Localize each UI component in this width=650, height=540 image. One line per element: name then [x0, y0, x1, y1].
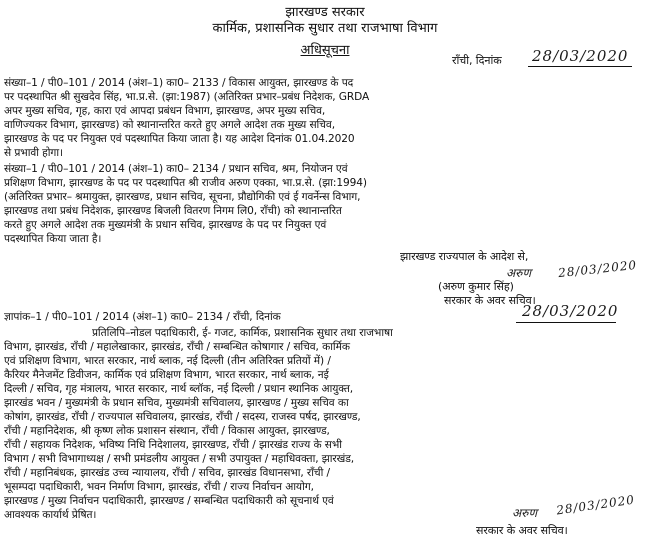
signatory-1-designation: सरकार के अवर सचिव।	[444, 294, 536, 307]
memo-line-13: झारखण्ड / मुख्य निर्वाचन पदाधिकारी, झारखण्ड / सम्बन्धित पदाधिकारी को सूचनार्थ एवं	[4, 495, 334, 507]
handwritten-date: 28/03/2020	[532, 47, 629, 65]
order-2-line-5: करते हुए अगले आदेश तक मुख्यमंत्री के प्रधान सचिव, झारखण्ड के पद पर नियुक्त एवं	[4, 219, 327, 231]
signatory-2-designation: सरकार के अवर सचिव।	[476, 524, 568, 537]
memo-line-2: विभाग, झारखंड, राँची / महालेखाकार, झारखंड, राँची / सम्बन्धित कोषागार / सचिव, कार्मिक	[4, 341, 350, 353]
order-1-line-4: वाणिज्यकर विभाग, झारखण्ड) को स्थानान्तरित करते हुए अगले आदेश तक मुख्य सचिव,	[4, 119, 335, 131]
order-2-line-3: (अतिरिक्त प्रभार– श्रमायुक्त, झारखण्ड, प्रधान सचिव, सूचना, प्रौद्योगिकी एवं ई गवर्नेन्स विभाग,	[4, 191, 361, 203]
memo-date-underline	[516, 322, 616, 323]
signature-1: अरुण	[506, 266, 532, 280]
govt-heading: झारखण्ड सरकार	[285, 5, 365, 20]
order-1-line-5: झारखण्ड के पद पर नियुक्त एवं पदस्थापित किया जाता है। यह आदेश दिनांक 01.04.2020	[4, 133, 355, 145]
order-2-line-2: प्रशिक्षण विभाग, झारखण्ड के पद पर पदस्थापित श्री राजीव अरुण एक्का, भा.प्र.से. (झा:1994)	[4, 177, 367, 189]
signature-2-date: 28/03/2020	[555, 492, 636, 518]
order-2-line-4: झारखण्ड तथा प्रबंध निदेशक, झारखण्ड बिजली वितरण निगम लि0, राँची) को स्थानान्तरित	[4, 205, 342, 217]
department-heading: कार्मिक, प्रशासनिक सुधार तथा राजभाषा विभाग	[212, 21, 438, 36]
memo-line-7: कोषांग, झारखंड, राँची / राज्यपाल सचिवालय, झारखंड, राँची / सदस्य, राजस्व पर्षद, झारखण्ड,	[4, 411, 361, 423]
place-date-label: राँची, दिनांक	[452, 54, 502, 67]
signature-2: अरुण	[512, 506, 538, 520]
governor-order: झारखण्ड राज्यपाल के आदेश से,	[400, 250, 529, 263]
memo-line-10: विभाग / सभी विभागाध्यक्ष / सभी प्रमंडलीय आयुक्त / सभी उपायुक्त / महाधिवक्ता, झारखंड,	[4, 453, 355, 465]
order-2-line-6: पदस्थापित किया जाता है।	[4, 233, 102, 245]
order-1-line-3: अपर मुख्य सचिव, गृह, कारा एवं आपदा प्रबंधन विभाग, झारखण्ड, अपर मुख्य सचिव,	[4, 105, 326, 117]
memo-line-6: झारखंड भवन / मुख्यमंत्री के प्रधान सचिव, मुख्यमंत्री सचिवालय, झारखण्ड / मुख्य सचिव का	[4, 397, 349, 409]
date-underline	[528, 66, 632, 67]
memo-line-14: आवश्यक कार्यार्थ प्रेषित।	[4, 509, 97, 521]
memo-number: ज्ञापांक–1 / पी0–101 / 2014 (अंश–1) का0– 2134 / राँची, दिनांक	[4, 311, 281, 323]
memo-line-3: एवं प्रशिक्षण विभाग, भारत सरकार, नार्थ ब्लाक, नई दिल्ली (तीन अतिरिक्त प्रतियों में) /	[4, 355, 331, 367]
signatory-1-name: (अरुण कुमार सिंह)	[438, 280, 514, 293]
memo-line-11: राँची / महानिबंधक, झारखंड उच्च न्यायालय, राँची / सचिव, झारखंड विधानसभा, राँची /	[4, 467, 330, 479]
memo-line-8: राँची / महानिदेशक, श्री कृष्ण लोक प्रशासन संस्थान, राँची / विकास आयुक्त, झारखण्ड,	[4, 425, 330, 437]
notification-title: अधिसूचना	[300, 43, 350, 58]
signature-1-date: 28/03/2020	[557, 257, 638, 281]
order-1-line-2: पर पदस्थापित श्री सुखदेव सिंह, भा.प्र.से. (झा:1987) (अतिरिक्त प्रभार–प्रबंध निदेशक, GRDA	[4, 91, 370, 103]
order-1-line-1: संख्या–1 / पी0–101 / 2014 (अंश–1) का0– 2133 / विकास आयुक्त, झारखण्ड के पद	[4, 77, 354, 89]
memo-line-5: दिल्ली / सचिव, गृह मंत्रालय, भारत सरकार, नार्थ ब्लॉक, नई दिल्ली / प्रधान स्थानिक आयुक्त,	[4, 383, 354, 395]
order-2-line-1: संख्या–1 / पी0–101 / 2014 (अंश–1) का0– 2134 / प्रधान सचिव, श्रम, नियोजन एवं	[4, 163, 348, 175]
memo-line-12: भूसम्पदा पदाधिकारी, भवन निर्माण विभाग, झारखंड, राँची / राज्य निर्वाचन आयोग,	[4, 481, 314, 493]
memo-handwritten-date: 28/03/2020	[522, 302, 619, 320]
order-1-line-6: से प्रभावी होगा।	[4, 147, 63, 159]
memo-line-9: राँची / सहायक निदेशक, भविष्य निधि निदेशालय, झारखण्ड, राँची / झारखंड राज्य के सभी	[4, 439, 342, 451]
memo-line-1: प्रतिलिपि–नोडल पदाधिकारी, ई- गजट, कार्मिक, प्रशासनिक सुधार तथा राजभाषा	[92, 327, 393, 339]
memo-line-4: कैरियर मैनेजमेंट डिवीजन, कार्मिक एवं प्रशिक्षण विभाग, भारत सरकार, नार्थ ब्लाक, नई	[4, 369, 329, 381]
